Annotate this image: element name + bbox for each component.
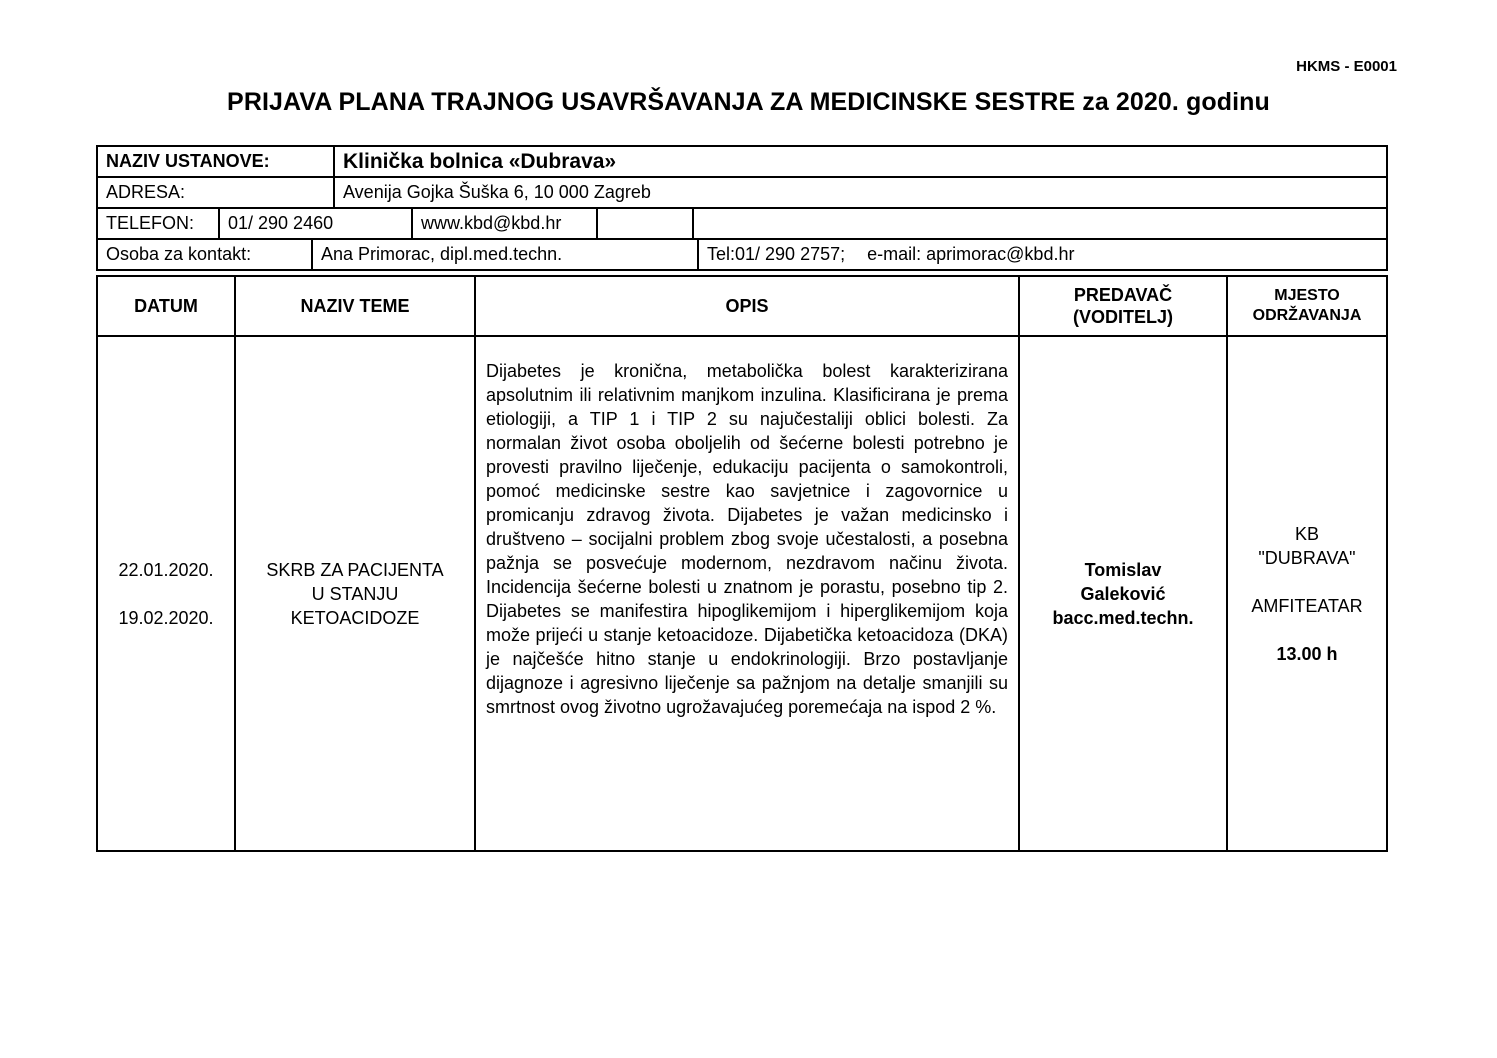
- header-predavac-line2: (VODITELJ): [1072, 307, 1173, 327]
- header-mjesto-line1: MJESTO: [1274, 287, 1340, 304]
- naziv-value: Klinička bolnica «Dubrava»: [334, 146, 1387, 177]
- kontakt-details: [698, 239, 1387, 270]
- empty-cell: [597, 208, 693, 239]
- schedule-table: [96, 275, 1386, 852]
- schedule-row: [97, 336, 1387, 851]
- institution-info-table: [96, 145, 1386, 271]
- header-predavac: [1019, 276, 1227, 336]
- info-row-telefon: [97, 208, 1387, 239]
- cell-mjesto: [1227, 336, 1387, 851]
- naziv-label: NAZIV USTANOVE:: [97, 146, 334, 177]
- telefon-value: 01/ 290 2460: [219, 208, 412, 239]
- info-row-naziv: [97, 146, 1387, 177]
- predavac-line3: bacc.med.techn.: [1052, 607, 1194, 628]
- header-predavac-line1: PREDAVAČ: [1073, 285, 1173, 305]
- header-naziv-teme: NAZIV TEME: [235, 276, 475, 336]
- info-row-adresa: [97, 177, 1387, 208]
- predavac-line2: Galeković: [1080, 583, 1166, 604]
- adresa-value: Avenija Gojka Šuška 6, 10 000 Zagreb: [334, 177, 1387, 208]
- info-row-kontakt: [97, 239, 1387, 270]
- date-2: 19.02.2020.: [118, 607, 214, 628]
- header-mjesto-line2: ODRŽAVANJA: [1252, 307, 1362, 324]
- cell-datum: [97, 336, 235, 851]
- tema-line1: SKRB ZA PACIJENTA: [266, 559, 444, 580]
- header-mjesto: [1227, 276, 1387, 336]
- page-title: PRIJAVA PLANA TRAJNOG USAVRŠAVANJA ZA MEDICINSKE SESTRE za 2020. godinu: [227, 88, 1270, 116]
- header-opis: OPIS: [475, 276, 1019, 336]
- mjesto-line3: AMFITEATAR: [1251, 595, 1363, 616]
- predavac-line1: Tomislav: [1084, 559, 1162, 580]
- mjesto-line2: "DUBRAVA": [1258, 547, 1356, 568]
- telefon-label: TELEFON:: [97, 208, 219, 239]
- kontakt-label: Osoba za kontakt:: [97, 239, 312, 270]
- mjesto-line1: KB: [1294, 523, 1319, 544]
- schedule-header-row: [97, 276, 1387, 336]
- header-datum: DATUM: [97, 276, 235, 336]
- adresa-label: ADRESA:: [97, 177, 334, 208]
- kontakt-email: e-mail: aprimorac@kbd.hr: [867, 244, 1075, 264]
- cell-naziv-teme: [235, 336, 475, 851]
- mjesto-time: 13.00 h: [1276, 643, 1338, 664]
- web-value: www.kbd@kbd.hr: [412, 208, 597, 239]
- opis-text: Dijabetes je kronična, metabolička bolest karakterizirana apsolutnim ili relativnim manjkom inzulina. Klasificirana je prema etiologiji, a TIP 1 i TIP 2 su najučestaliji oblici bolesti. Za normalan život osoba oboljelih od šećerne bolesti potrebno je provesti pravilno liječenje, edukaciju pacijenta o samokontroli, pomoć medicinske sestre kao savjetnice i zagovornice u promicanju zdravog života. Dijabetes je važan medicinsko i društveno – socijalni problem zbog svoje učestalosti, a posebna pažnja se posvećuje modernom, nezdravom načinu života. Incidencija šećerne bolesti u znatnom je porastu, posebno tip 2. Dijabetes se manifestira hipoglikemijom i hiperglikemijom koja može prijeći u stanje ketoacidoze. Dijabetička ketoacidoza (DKA) je najčešće hitno stanje u endokrinologiji. Brzo postavljanje dijagnoze i agresivno liječenje sa pažnjom na detalje smanjili su smrtnost ovog životno ugrožavajućeg poremećaja na ispod 2 %.: [486, 361, 1008, 717]
- tema-line2: U STANJU: [311, 583, 399, 604]
- tema-line3: KETOACIDOZE: [290, 607, 420, 628]
- kontakt-tel: Tel:01/ 290 2757;: [707, 244, 846, 264]
- cell-opis: [475, 336, 1019, 851]
- kontakt-name: Ana Primorac, dipl.med.techn.: [312, 239, 698, 270]
- cell-predavac: [1019, 336, 1227, 851]
- empty-cell: [693, 208, 1387, 239]
- document-code: HKMS - E0001: [1296, 58, 1397, 75]
- date-1: 22.01.2020.: [118, 559, 214, 580]
